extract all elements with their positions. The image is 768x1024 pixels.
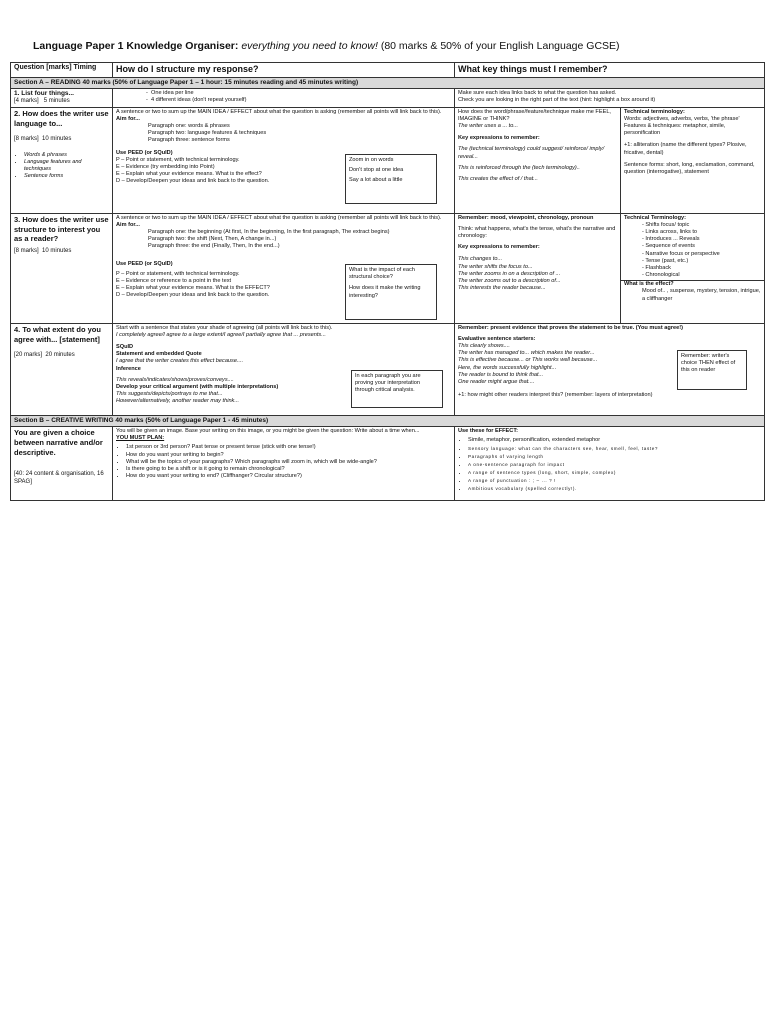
q1-structure: - One idea per line - 4 different ideas (don't repeat yourself) — [113, 88, 455, 107]
q3-row — [11, 213, 765, 323]
q2-structure: A sentence or two to sum up the MAIN IDEA / EFFECT about what the question is asking (remember all points will link back to this). Aim for... Paragraph one: words & phrases Paragraph two: language features & techniques Paragraph three: sentence forms Use PEED (or SQuID) P – Point or statement, with technical terminology. E – Evidence (try embedding into Point) E – Explain what your evidence means. What is the effect? D – Develop/Deepen your ideas and link back to the question. Zoom in on words Don't stop at one idea Say a lot about a little — [113, 107, 455, 213]
q4-structure: Start with a sentence that states your shade of agreeing (all points will link back to this). I completely agree/I agree to a large extent/I agree/I partially agree that ... presents... SQuID Statement and embedded Quote I agree that the writer creates this effect because.... Inference This reveals/indicates/shows/proves/conveys.... Develop your critical argument (with multiple interpretations) This suggests/depicts/portrays to me that... However/alternatively, another reader may think... In each paragraph you are proving your interpretation through critical analysis. — [113, 323, 455, 415]
q4-row — [11, 323, 765, 415]
q4-tip-box: In each paragraph you are proving your interpretation through critical analysis. — [351, 370, 443, 408]
q1-remember: Make sure each idea links back to what the question has asked. Check you are looking in the right part of the text (hint: highlight a box around it) — [455, 88, 765, 107]
section-b-row — [11, 415, 765, 426]
q4-question: 4. To what extent do you agree with... [statement] [20 marks] 20 minutes — [11, 323, 113, 415]
header-question: Question [marks] Timing — [11, 63, 113, 78]
q5-effect: Use these for EFFECT: • Simile, metaphor, personification, extended metaphor • Sensory language: what can the characters see, hear, smell, feel, taste? • Paragraphs of varying length • A one-sentence paragraph for impact • A range of sentence types (long, short, simple, complex) • A range of punctuation : ; – ... ? ! • Ambitious vocabulary (spelled correctly!). — [455, 427, 765, 501]
q5-row — [11, 427, 765, 501]
q2-tip-box: Zoom in on words Don't stop at one idea Say a lot about a little — [345, 154, 437, 204]
q1-question: 1. List four things... [4 marks] 5 minutes — [11, 88, 113, 107]
q4-remember: Remember: present evidence that proves the statement to be true. (You must agree!) Evaluative sentence starters: This clearly shows.... The writer has managed to... which makes the reader... This is effective because... or This works well because... Here, the words successfully highlight... The reader is bound to think that... One reader might argue that.... +1: how might other readers interpret this? (remember: layers of interpretation) Remember: writer's choice THEN effect of this on reader — [455, 323, 765, 415]
q3-question: 3. How does the writer use structure to interest you as a reader? [8 marks] 10 minutes — [11, 213, 113, 323]
q1-row — [11, 88, 765, 107]
q3-tip-box: What is the impact of each structural choice? How does it make the writing interesting? — [345, 264, 437, 320]
header-remember: What key things must I remember? — [455, 63, 765, 78]
header-structure: How do I structure my response? — [113, 63, 455, 78]
q3-terms: Technical Terminology: - Shifts focus/ topic - Links across, links to - Introduces ... Reveals - Sequence of events - Narrative focus or perspective - Tense (past, etc.) - Flashback - Chronological What is the effect? Mood of.. , suspense, mystery, tension, intrigue, a cliffhanger — [621, 213, 765, 323]
q3-remember: Remember: mood, viewpoint, chronology, pronoun Think: what happens, what's the tense, what's the narrative and chronology: Key expressions to remember: This changes to... The writer shifts the focus to... The writer zooms in on a description of ... The writer zooms out to a description of... This interests the reader because... — [455, 213, 621, 323]
knowledge-organiser-table — [10, 62, 765, 501]
q2-terms: Technical terminology: Words: adjectives, adverbs, verbs, 'the phrase' Features & techniques: metaphor, simile, personification +1: alliteration (name the different types? Plosive, fricative, dental) Sentence forms: short, long, exclamation, command, question (interrogative), statement — [621, 107, 765, 213]
page-title: Language Paper 1 Knowledge Organiser: everything you need to know! (80 marks & 50% of your English Language GCSE) — [33, 40, 620, 52]
q4-remember-box: Remember: writer's choice THEN effect of this on reader — [677, 350, 747, 390]
section-a-title: Section A – READING 40 marks (50% of Language Paper 1 – 1 hour: 15 minutes reading and 45 minutes writing) — [14, 78, 359, 86]
q2-row — [11, 107, 765, 213]
q3-structure: A sentence or two to sum up the MAIN IDEA / EFFECT about what the question is asking (remember all points will link back to this). Aim for... Paragraph one: the beginning (At first, In the beginning, In the first paragraph, The extract begins) Paragraph two: the shift (Next, Then, A change in...) Paragraph three: the end (Finally, Then, In the end...) Use PEED (or SQuID) P – Point or statement, with technical terminology. E – Evidence or reference to a point in the text E – Explain what your evidence means. What is the EFFECT? D – Develop/Deepen your ideas and link back to the question. What is the impact of each structural choice? How does it make the writing interesting? — [113, 213, 455, 323]
q2-remember: How does the word/phrase/feature/technique make me FEEL, IMAGINE or THINK? The writer uses a ... to... Key expressions to remember: The (technical terminology) could suggest/ reinforce/ imply/ reveal... This is reinforced through the (tech terminology).. This creates the effect of / that... — [455, 107, 621, 213]
q5-structure: You will be given an image. Base your writing on this image, or you might be given the question: Write about a time when... YOU MUST PLAN: • 1st person or 3rd person? Past tense or present tense (stick with one tense!) • How do you want your writing to begin? • What will be the topics of your paragraphs? Which paragraphs will zoom in, which will be wide-angle? • Is there going to be a shift or is it going to remain chronological? • How do you want your writing to end? (Cliffhanger? Circular structure?) — [113, 427, 455, 501]
q2-question: 2. How does the writer use language to... [8 marks] 10 minutes • Words & phrases • Language features and techniques • Sentence forms — [11, 107, 113, 213]
section-b-title: Section B – CREATIVE WRITING 40 marks (50% of Language Paper 1 - 45 minutes) — [14, 416, 269, 424]
section-a-row — [11, 77, 765, 88]
header-row — [11, 63, 765, 78]
q5-question: You are given a choice between narrative and/or descriptive. [40: 24 content & organisation, 16 SPAG] — [11, 427, 113, 501]
